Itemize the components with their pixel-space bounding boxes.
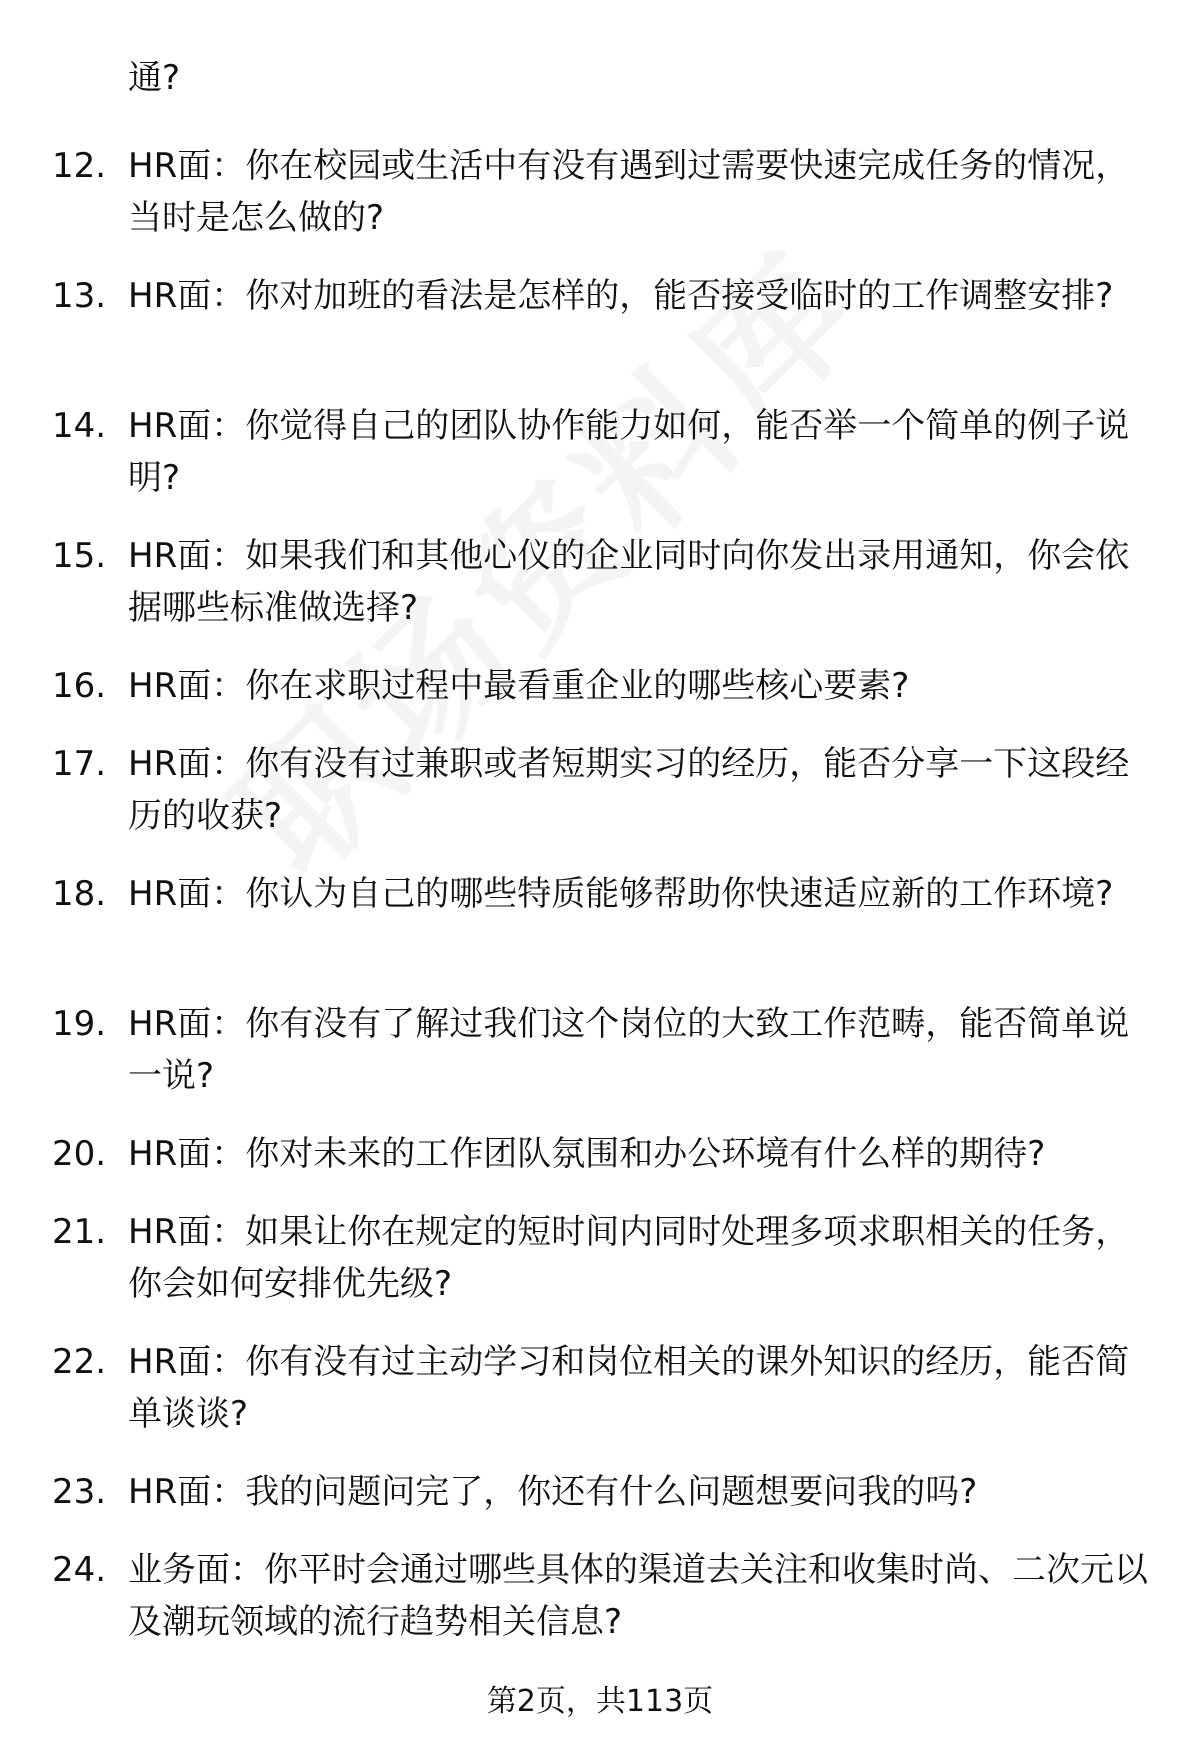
question-number: 18. xyxy=(52,874,107,914)
question-number: 20. xyxy=(52,1134,107,1174)
question-text: HR面：如果让你在规定的短时间内同时处理多项求职相关的任务，你会如何安排优先级? xyxy=(128,1212,1130,1304)
question-number: 22. xyxy=(52,1342,107,1382)
question-text: HR面：我的问题问完了，你还有什么问题想要问我的吗? xyxy=(128,1472,978,1512)
question-item xyxy=(0,270,1200,374)
question-list xyxy=(0,140,1200,1674)
question-item xyxy=(0,1336,1200,1440)
question-number: 21. xyxy=(52,1212,107,1252)
question-item xyxy=(0,400,1200,504)
question-number: 17. xyxy=(52,744,107,784)
question-text: HR面：你有没有过主动学习和岗位相关的课外知识的经历，能否简单谈谈? xyxy=(128,1342,1130,1434)
question-text: HR面：你在校园或生活中有没有遇到过需要快速完成任务的情况，当时是怎么做的? xyxy=(128,146,1130,238)
question-text: HR面：你有没有了解过我们这个岗位的大致工作范畴，能否简单说一说? xyxy=(128,1004,1130,1096)
question-item xyxy=(0,1466,1200,1518)
question-text: HR面：你对未来的工作团队氛围和办公环境有什么样的期待? xyxy=(128,1134,1046,1174)
question-text: HR面：如果我们和其他心仪的企业同时向你发出录用通知，你会依据哪些标准做选择? xyxy=(128,536,1130,628)
question-number: 13. xyxy=(52,276,107,316)
question-text: 业务面：你平时会通过哪些具体的渠道去关注和收集时尚、二次元以及潮玩领域的流行趋势相关信息? xyxy=(128,1550,1148,1642)
page-footer: 第2页，共113页 xyxy=(486,1684,714,1719)
question-number: 15. xyxy=(52,536,107,576)
question-number: 16. xyxy=(52,666,107,706)
question-text: HR面：你觉得自己的团队协作能力如何，能否举一个简单的例子说明? xyxy=(128,406,1130,498)
question-item xyxy=(0,1128,1200,1180)
question-item xyxy=(0,1544,1200,1648)
question-item xyxy=(0,140,1200,244)
question-item xyxy=(0,1206,1200,1310)
question-number: 23. xyxy=(52,1472,107,1512)
question-text: HR面：你在求职过程中最看重企业的哪些核心要素? xyxy=(128,666,910,706)
question-number: 14. xyxy=(52,406,107,446)
question-text: HR面：你有没有过兼职或者短期实习的经历，能否分享一下这段经历的收获? xyxy=(128,744,1130,836)
question-number: 12. xyxy=(52,146,107,186)
question-text: HR面：你对加班的看法是怎样的，能否接受临时的工作调整安排? xyxy=(128,276,1114,316)
question-item xyxy=(0,868,1200,972)
question-item xyxy=(0,998,1200,1102)
question-number: 24. xyxy=(52,1550,107,1590)
question-item xyxy=(0,738,1200,842)
question-item xyxy=(0,660,1200,712)
question-number: 19. xyxy=(52,1004,107,1044)
question-text: HR面：你认为自己的哪些特质能够帮助你快速适应新的工作环境? xyxy=(128,874,1114,914)
question-item xyxy=(0,530,1200,634)
continuation-text: 通? xyxy=(128,58,181,98)
